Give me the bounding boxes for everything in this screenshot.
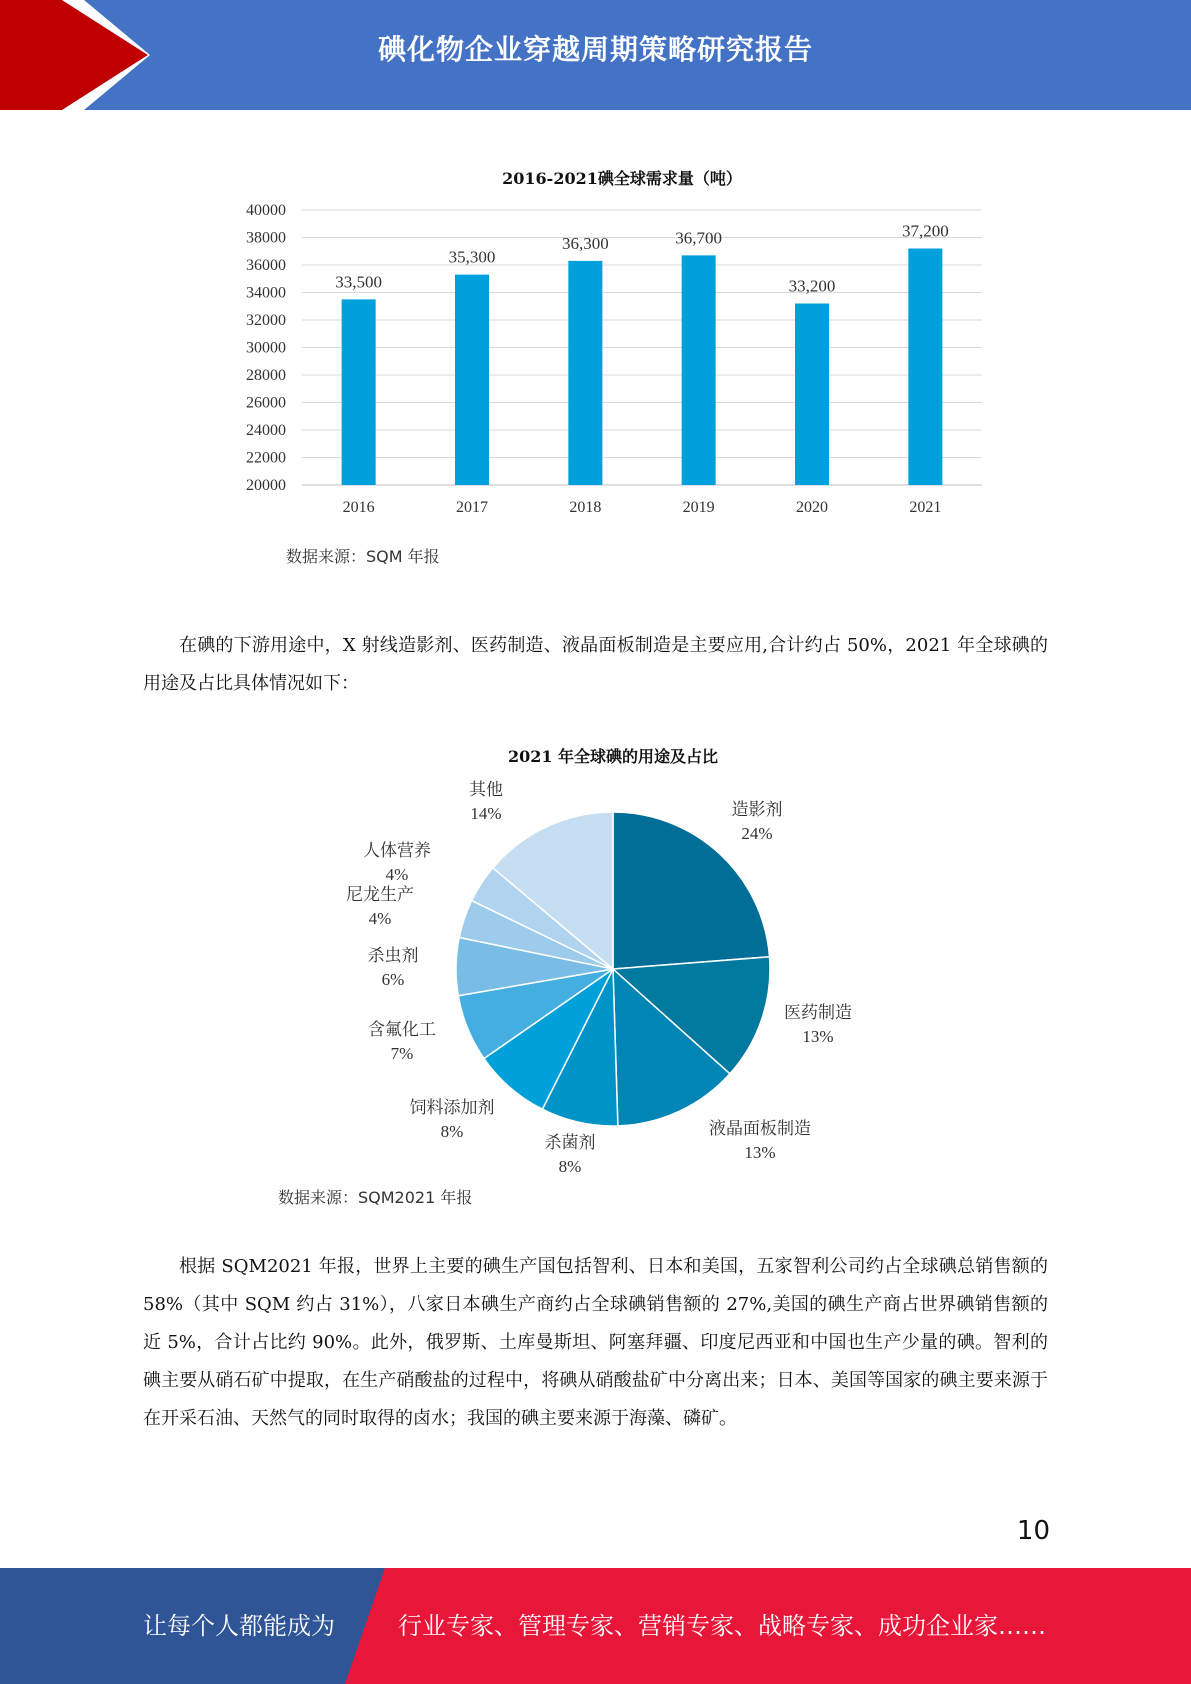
paragraph-usage-intro: 在碘的下游用途中，X 射线造影剂、医药制造、液晶面板制造是主要应用,合计约占 50%，2021 年全球碘的用途及占比具体情况如下：: [143, 635, 1048, 694]
bar-chart-title: 2016-2021碘全球需求量（吨）: [502, 169, 742, 188]
pie-slice-percent: 7%: [390, 1044, 414, 1063]
bar-2019: [682, 255, 716, 485]
y-tick-label: 22000: [246, 449, 286, 467]
footer-slogan-left: 让每个人都能成为: [143, 1612, 335, 1640]
pie-slice-name: 杀虫剂: [367, 946, 419, 966]
pie-slice-name: 其他: [469, 780, 503, 800]
pie-slice-name: 人体营养: [363, 841, 431, 861]
y-tick-label: 30000: [246, 339, 286, 357]
pie-slice-name: 杀菌剂: [544, 1133, 596, 1153]
pie-slice-percent: 13%: [744, 1143, 776, 1162]
pie-slice-name: 饲料添加剂: [409, 1098, 495, 1118]
x-tick-label: 2018: [569, 499, 602, 516]
bar-chart-svg: [230, 158, 990, 523]
y-tick-label: 36000: [246, 257, 286, 274]
x-tick-label: 2020: [796, 499, 828, 516]
bar-2018: [568, 261, 602, 485]
bar-value-label: 36,700: [675, 228, 723, 248]
pie-slice-percent: 14%: [470, 804, 502, 823]
y-tick-label: 38000: [246, 229, 286, 247]
y-tick-label: 26000: [246, 394, 286, 412]
pie-slice-percent: 6%: [381, 970, 405, 989]
pie-slice-percent: 13%: [802, 1027, 834, 1046]
pie-slice-percent: 24%: [741, 824, 773, 843]
bar-2021: [908, 249, 942, 486]
footer-slogan-right: 行业专家、管理专家、营销专家、战略专家、成功企业家……: [398, 1612, 1046, 1640]
pie-chart: [340, 735, 860, 1175]
y-tick-label: 32000: [246, 312, 286, 329]
pie-slice-percent: 4%: [385, 865, 409, 884]
x-tick-label: 2016: [342, 499, 375, 516]
report-title: 碘化物企业穿越周期策略研究报告: [377, 33, 813, 66]
y-tick-label: 24000: [246, 422, 286, 439]
bar-value-label: 36,300: [561, 233, 609, 253]
pie-chart-source: 数据来源：SQM2021 年报: [278, 1188, 473, 1207]
bar-value-label: 35,300: [448, 247, 496, 267]
pie-slice-percent: 8%: [558, 1157, 582, 1175]
y-tick-label: 28000: [246, 367, 286, 384]
pie-slice-percent: 8%: [440, 1122, 464, 1141]
x-tick-label: 2019: [682, 499, 715, 516]
pie-slice-name: 液晶面板制造: [709, 1119, 811, 1139]
bar-chart: [230, 158, 990, 523]
page-footer: [0, 1568, 1191, 1684]
pie-slice-percent: 4%: [368, 909, 392, 928]
y-tick-label: 40000: [246, 202, 286, 219]
pie-chart-title: 2021 年全球碘的用途及占比: [507, 747, 719, 766]
paragraph-producers: 根据 SQM2021 年报，世界上主要的碘生产国包括智利、日本和美国，五家智利公司约占全球碘总销售额的 58%（其中 SQM 约占 31%），八家日本碘生产商约占全球碘销售额的 27%,美国的碘生产商占世界碘销售额的近 5%，合计占比约 90%。此外，俄罗斯、土库曼斯坦、阿塞拜疆、印度尼西亚和中国也生产少量的碘。智利的碘主要从硝石矿中提取，在生产硝酸盐的过程中，将碘从硝酸盐矿中分离出来；日本、美国等国家的碘主要来源于在开采石油、天然气的同时取得的卤水；我国的碘主要来源于海藻、磷矿。: [143, 1256, 1048, 1429]
pie-slice-name: 尼龙生产: [346, 885, 414, 905]
bar-2016: [342, 299, 376, 485]
pie-chart-svg: [340, 735, 860, 1175]
bar-value-label: 33,200: [788, 276, 836, 296]
bar-value-label: 33,500: [335, 272, 383, 292]
pie-slice-name: 医药制造: [784, 1003, 852, 1023]
page-header: [0, 0, 1191, 110]
bar-value-label: 37,200: [901, 221, 949, 241]
x-tick-label: 2021: [909, 499, 942, 516]
y-tick-label: 34000: [246, 284, 286, 302]
pie-slice-name: 含氟化工: [368, 1020, 436, 1040]
pie-slice-name: 造影剂: [731, 800, 783, 820]
y-tick-label: 20000: [246, 477, 286, 494]
bar-chart-source: 数据来源：SQM 年报: [286, 547, 440, 566]
x-tick-label: 2017: [456, 499, 488, 516]
page-number: 10: [1016, 1516, 1050, 1546]
bar-2020: [795, 304, 829, 486]
bar-2017: [455, 275, 489, 485]
